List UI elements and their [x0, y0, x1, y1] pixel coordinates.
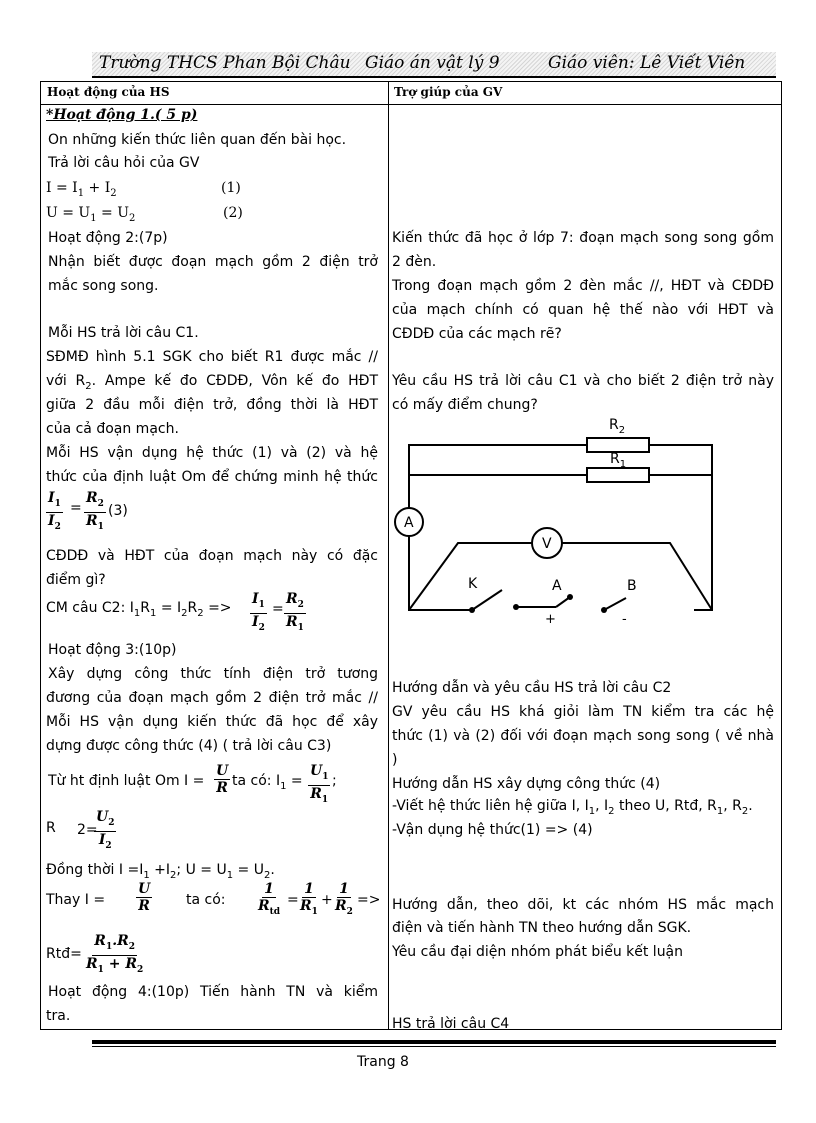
same-time-line: Đồng thời $I =I_1 +I_2$; $U = U_1 = U_2$.	[46, 862, 275, 881]
column-header-gv: Trợ giúp của GV	[394, 85, 503, 99]
r2-equals: 2=	[77, 822, 98, 838]
activity-3-line: dựng được công thức (4) ( trả lời câu C3)	[46, 738, 332, 754]
gv-line: thức (1) và (2) đối với đoạn mạch song song ( về nhà	[392, 728, 774, 744]
c1-line: thức của định luật Om để chứng minh hệ thức	[46, 469, 378, 485]
c1-line: giữa 2 đầu mỗi điện trở, đồng thời là HĐT	[46, 397, 378, 413]
c1-line: SĐMĐ hình 5.1 SGK cho biết R1 được mắc //	[46, 349, 378, 365]
minus-label: -	[622, 612, 627, 627]
fraction-r2-r1: $\frac{R_2}{R_1}$	[286, 591, 304, 633]
plus-sign: +	[321, 892, 333, 908]
switch-k-label: K	[468, 576, 478, 592]
activity-1-line: On những kiến thức liên quan đến bài học.	[48, 132, 347, 148]
gv-line: -Viết hệ thức liên hệ giữa I, $I_1$, $I_2$ theo U, Rtđ, $R_1$, $R_2$.	[392, 798, 753, 817]
gv-line: Yêu cầu đại diện nhóm phát biểu kết luận	[392, 944, 684, 960]
voltmeter-label: V	[542, 536, 552, 552]
gv-line: CĐDĐ của các mạch rẽ?	[392, 326, 562, 342]
activity-3-line: Mỗi HS vận dụng kiến thức đã học để xây	[46, 714, 378, 730]
terminal-b-label: B	[627, 578, 637, 594]
fraction-u-r: $\frac{U}{R}$	[216, 763, 229, 796]
activity-3-line: Xây dựng công thức tính điện trở tương	[48, 666, 378, 682]
teacher-name: Giáo viên: Lê Viết Viên	[548, 53, 746, 73]
fraction-r2-r1: $\frac{R_2}{R_1}$	[86, 490, 104, 532]
c1-line: với $R_2$. Ampe kế đo CĐDĐ, Vôn kế đo HĐT	[46, 373, 379, 392]
r1-label: $R_1$	[610, 451, 627, 470]
equation-2-number: (2)	[223, 205, 243, 221]
subject-name: Giáo án vật lý 9	[365, 53, 500, 73]
fraction-i1-i2: $\frac{I_1}{I_2}$	[252, 591, 265, 633]
page-header	[92, 52, 776, 78]
fraction-u-r: $\frac{U}{R}$	[138, 881, 151, 914]
implies-arrow: =>	[357, 892, 381, 908]
fraction-1-rtd: 1 $R_{td}$	[258, 881, 281, 917]
equals-sign: =	[287, 892, 299, 908]
gv-line: Yêu cầu HS trả lời câu C1 và cho biết 2 điện trở này	[392, 373, 774, 389]
gv-line: GV yêu cầu HS khá giỏi làm TN kiểm tra các hệ	[392, 704, 774, 720]
question-line: CĐDĐ và HĐT của đoạn mạch này có đặc	[46, 548, 378, 564]
activity-4-line: Hoạt động 4:(10p) Tiến hành TN và kiểm	[48, 984, 378, 1000]
column-header-hs: Hoạt động của HS	[47, 85, 170, 99]
equals-sign: =	[272, 601, 284, 617]
gv-line: của mạch chính có quan hệ thế nào với HĐT và	[392, 302, 774, 318]
activity-2-line: mắc song song.	[48, 278, 159, 294]
gv-line: điện và tiến hành TN theo hướng dẫn SGK.	[392, 920, 692, 936]
rtd-label: Rtđ=	[46, 946, 82, 962]
c2-proof: CM câu C2: $I_1R_1 = I_2R_2$ =>	[46, 600, 232, 619]
fraction-rtd: $\frac{R_1.R_2}{R_1 + R_2}$	[86, 933, 144, 975]
plus-label: +	[545, 612, 556, 627]
ohm-law-text: ta có: $I_1$ =	[232, 773, 303, 792]
terminal-a-label: A	[552, 578, 562, 594]
ohm-law-text: Từ ht định luật Om I =	[48, 773, 205, 789]
gv-line: Hướng dẫn HS xây dựng công thức (4)	[392, 776, 661, 792]
circuit-diagram	[390, 410, 720, 635]
footer-rule	[92, 1040, 776, 1044]
r2-label: $R_2$	[609, 417, 626, 436]
equation-2: $U = U_1 = U_2$	[46, 205, 136, 224]
activity-1-line: Trả lời câu hỏi của GV	[48, 155, 200, 171]
question-line: điểm gì?	[46, 572, 106, 588]
fraction-1-r1: $\frac{1}{R_1}$	[300, 881, 318, 917]
activity-4-line: tra.	[46, 1008, 71, 1024]
column-divider	[388, 82, 389, 1029]
gv-line: Trong đoạn mạch gồm 2 đèn mắc //, HĐT và CĐDĐ	[392, 278, 774, 294]
header-row-divider	[41, 104, 781, 105]
r2-label: R	[46, 820, 56, 836]
equation-3-number: (3)	[108, 503, 128, 519]
fraction-u2-i2: $\frac{U_2}{I_2}$	[96, 809, 115, 851]
semicolon: ;	[332, 773, 337, 789]
activity-1-title: *Hoạt động 1.( 5 p)	[46, 107, 198, 123]
fraction-1-r2: $\frac{1}{R_2}$	[335, 881, 353, 917]
school-name: Trường THCS Phan Bội Châu	[99, 53, 351, 73]
activity-2-title: Hoạt động 2:(7p)	[48, 230, 168, 246]
activity-3-title: Hoạt động 3:(10p)	[48, 642, 177, 658]
gv-line: có mấy điểm chung?	[392, 397, 538, 413]
gv-line: Hướng dẫn, theo dõi, kt các nhóm HS mắc mạch	[392, 897, 774, 913]
c1-line: của cả đoạn mạch.	[46, 421, 179, 437]
substitute-text: Thay I =	[46, 892, 106, 908]
gv-line: -Vận dụng hệ thức(1) => (4)	[392, 822, 593, 838]
equals-sign: =	[70, 500, 82, 516]
gv-line: Hướng dẫn và yêu cầu HS trả lời câu C2	[392, 680, 672, 696]
ammeter-label: A	[404, 515, 414, 531]
gv-line: )	[392, 752, 398, 768]
resistor-r1	[587, 468, 649, 482]
gv-line: 2 đèn.	[392, 254, 437, 270]
equation-1: $I = I_1 + I_2$	[46, 180, 117, 199]
fraction-i1-i2: $\frac{I_1}{I_2}$	[48, 490, 61, 532]
activity-3-line: đương của đoạn mạch gồm 2 điện trở mắc //	[46, 690, 378, 706]
resistor-r2	[587, 438, 649, 452]
equation-1-number: (1)	[221, 180, 241, 196]
c1-line: Mỗi HS vận dụng hệ thức (1) và (2) và hệ	[46, 445, 378, 461]
activity-2-line: Nhận biết được đoạn mạch gồm 2 điện trở	[48, 254, 378, 270]
footer-rule	[92, 1046, 776, 1047]
gv-line: HS trả lời câu C4	[392, 1016, 510, 1032]
page-number: Trang 8	[357, 1054, 409, 1070]
substitute-text: ta có:	[186, 892, 226, 908]
fraction-u1-r1: $\frac{U_1}{R_1}$	[310, 763, 329, 805]
gv-line: Kiến thức đã học ở lớp 7: đoạn mạch song song gồm	[392, 230, 774, 246]
c1-answer: Mỗi HS trả lời câu C1.	[48, 325, 199, 341]
